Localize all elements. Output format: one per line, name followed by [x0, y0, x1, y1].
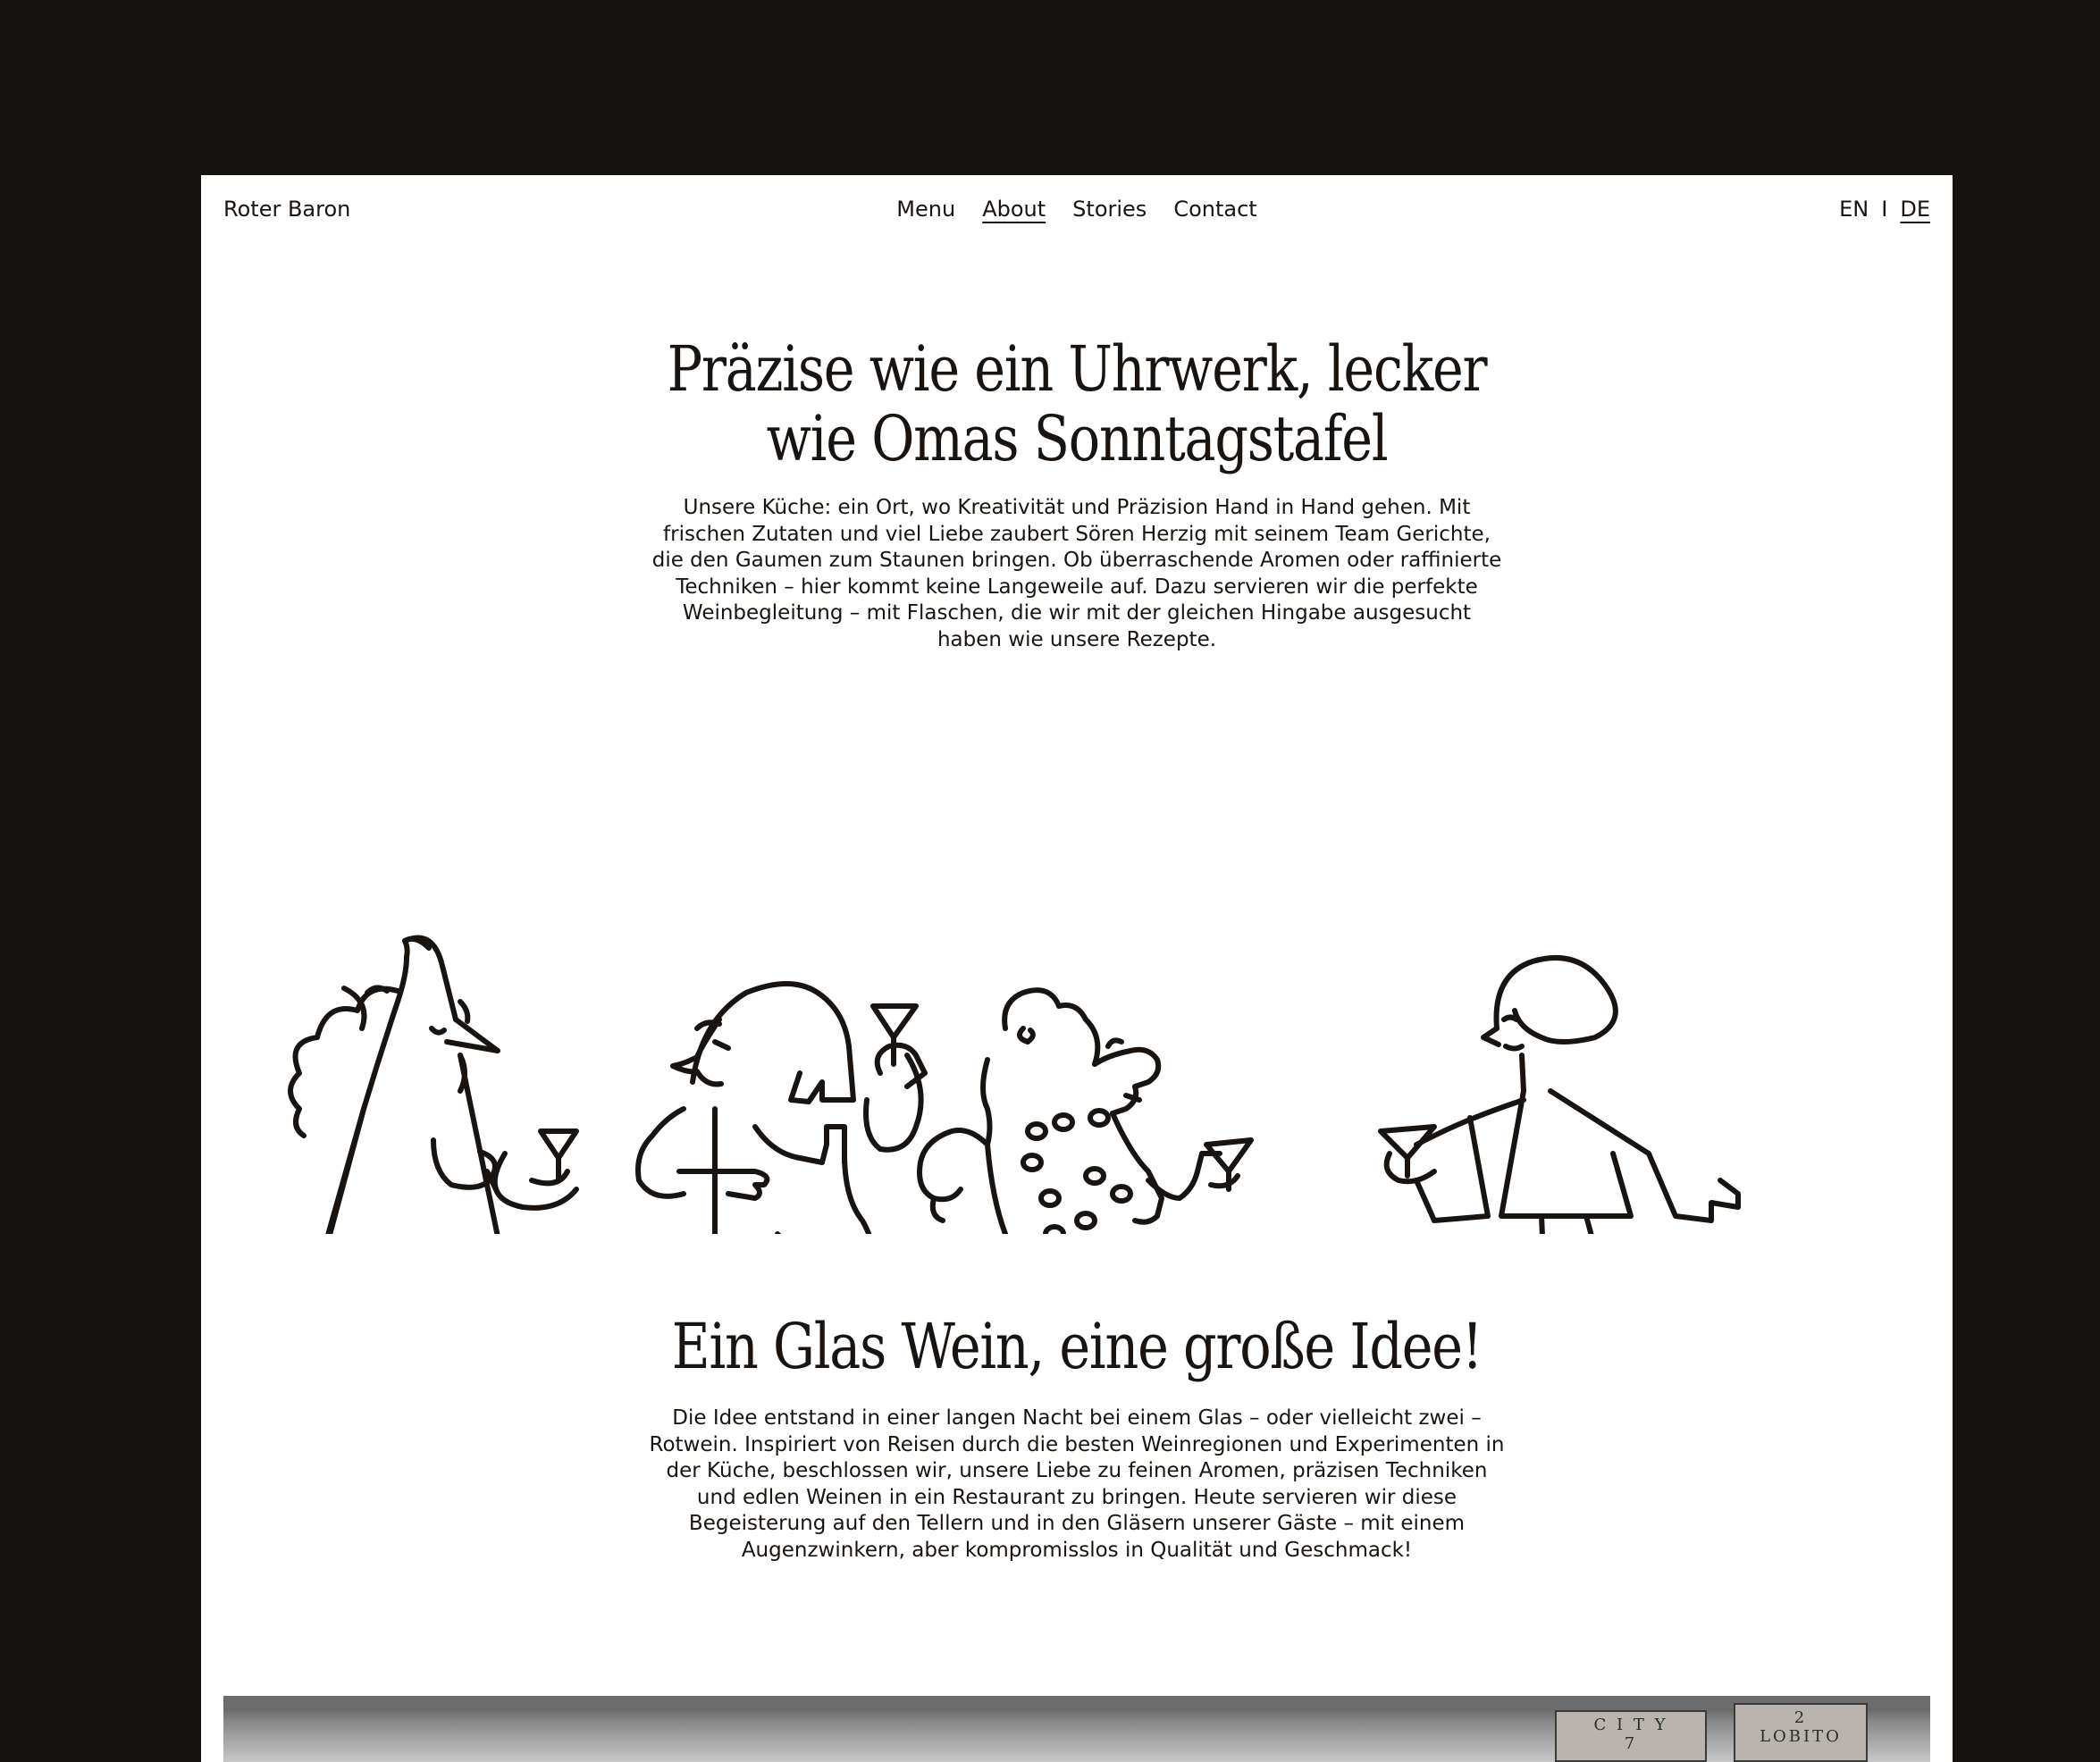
section1-paragraph: Unsere Küche: ein Ort, wo Kreativität und Präzision Hand in Hand gehen. Mit frischen Zutaten und viel Liebe zaubert Sören Herzig mit seinem Team Gerichte, die den Gaumen zum Staunen bringen. Ob überraschende Aromen oder raffinierte Techniken – hier kommt keine Langeweile auf. Dazu servieren wir die perfekte Weinbegleitung – mit Flaschen, die wir mit der gleichen Hingabe ausgesucht haben wie unsere Rezepte.: [651, 496, 1502, 651]
crate-label-lobito: LOBITO: [1760, 1727, 1842, 1746]
section1-heading-line2: wie Omas Sonntagstafel: [766, 402, 1388, 475]
crate-label-seven: 7: [1624, 1734, 1638, 1753]
photo-crate-lobito: [1734, 1703, 1868, 1762]
brand-logo-link[interactable]: Roter Baron: [223, 197, 351, 222]
long-hair-figure-icon: [638, 984, 925, 1234]
nav-item-contact[interactable]: Contact: [1173, 197, 1257, 222]
nav-item-menu[interactable]: Menu: [896, 197, 956, 222]
crate-label-city: C I T Y: [1593, 1716, 1668, 1734]
photo-shelf: [223, 1696, 1930, 1708]
flower-shirt-figure-icon: [920, 990, 1251, 1234]
lang-de-link[interactable]: DE: [1900, 197, 1930, 222]
top-navigation: [201, 175, 1953, 247]
language-switcher: [1839, 197, 1930, 222]
woman-figure-icon: [1381, 958, 1738, 1234]
nav-item-about[interactable]: About: [982, 197, 1046, 222]
section1-heading-line1: Präzise wie ein Uhrwerk, lecker: [667, 332, 1487, 406]
crate-label-two: 2: [1793, 1708, 1808, 1727]
rooster-figure-icon: [290, 938, 648, 1235]
lang-en-link[interactable]: EN: [1839, 197, 1869, 222]
section2-heading: Ein Glas Wein, eine große Idee!: [671, 1310, 1483, 1383]
photo-crate-city: [1555, 1710, 1707, 1762]
section1-heading: [341, 334, 1812, 474]
restaurant-photo: [223, 1696, 1930, 1762]
lang-separator: I: [1881, 197, 1888, 222]
nav-item-stories[interactable]: Stories: [1072, 197, 1147, 222]
page-card: [201, 175, 1953, 1762]
people-toasting-illustration: [201, 734, 1953, 1234]
main-menu: [201, 197, 1953, 222]
section2-paragraph: Die Idee entstand in einer langen Nacht bei einem Glas – oder vielleicht zwei – Rotwein. Inspiriert von Reisen durch die besten Weinregionen und Experimenten in der Küche, beschlossen wir, unsere Liebe zu feinen Aromen, präzisen Techniken und edlen Weinen in ein Restaurant zu bringen. Heute servieren wir diese Begeisterung auf den Tellern und in den Gläsern unserer Gäste – mit einem Augenzwinkern, aber kompromisslos in Qualität und Geschmack!: [649, 1406, 1505, 1562]
